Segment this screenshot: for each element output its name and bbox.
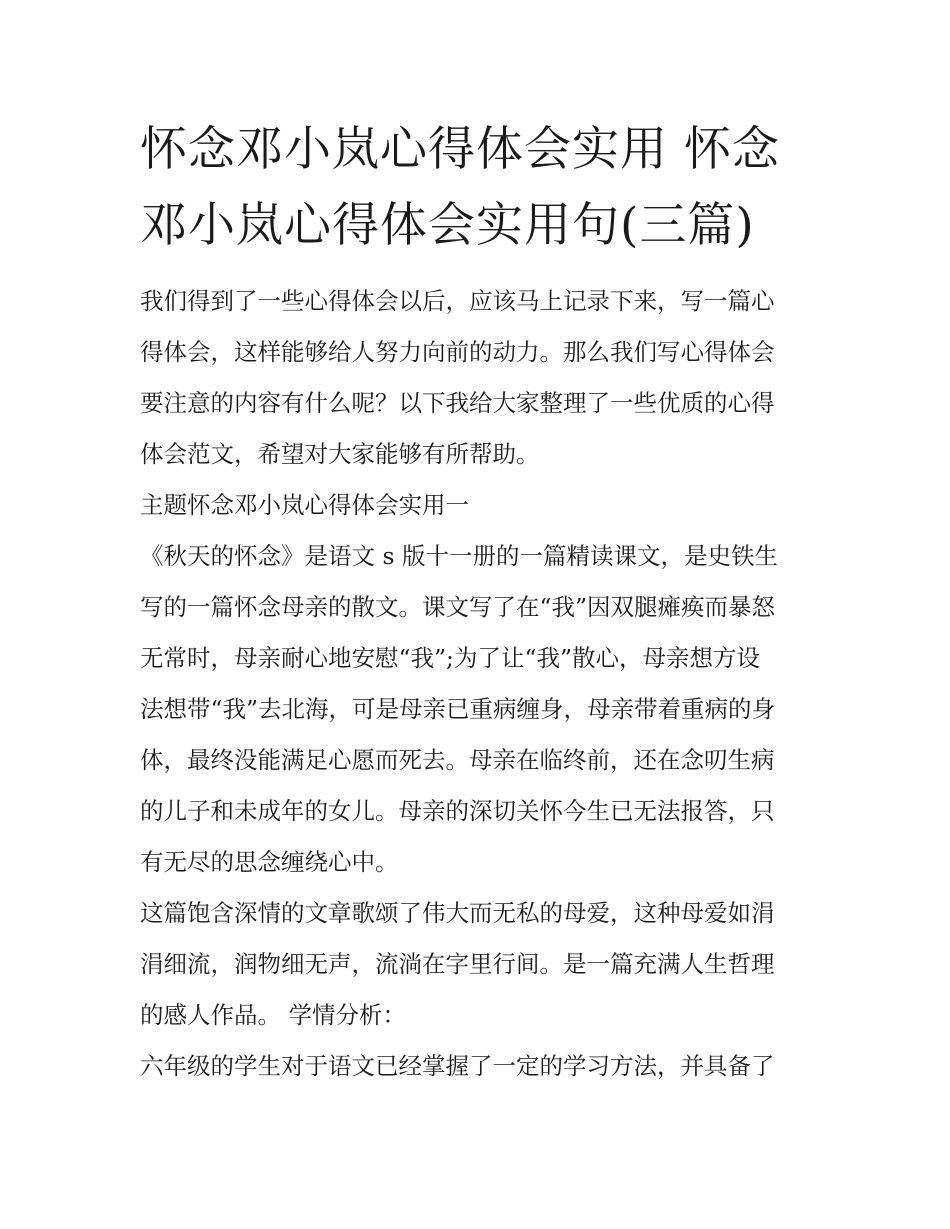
body-paragraph-2: [140, 888, 820, 1041]
text-line: 写的一篇怀念母亲的散文。课文写了在“我”因双腿瘫痪而暴怒: [140, 593, 776, 621]
document-title: [140, 112, 820, 264]
intro-paragraph: [140, 276, 820, 480]
text-line: 无常时，母亲耐心地安慰“我”;为了让“我”散心，母亲想方设: [140, 644, 760, 672]
text-line: 有无尽的思念缠绕心中。: [140, 848, 399, 876]
body-paragraph-1: [140, 531, 820, 888]
title-line: 邓小岚心得体会实用句(三篇): [140, 198, 755, 253]
body-paragraph-3: [140, 1041, 820, 1092]
text-line: 这篇饱含深情的文章歌颂了伟大而无私的母爱，这种母爱如涓: [140, 899, 775, 927]
text-line: 《秋天的怀念》是语文 s 版十一册的一篇精读课文，是史铁生: [140, 542, 778, 570]
text-line: 要注意的内容有什么呢？以下我给大家整理了一些优质的心得: [140, 389, 775, 417]
document-body: [140, 276, 820, 1092]
text-line: 我们得到了一些心得体会以后，应该马上记录下来，写一篇心: [140, 287, 775, 315]
text-line: 体会范文，希望对大家能够有所帮助。: [140, 440, 540, 468]
text-line: 的儿子和未成年的女儿。母亲的深切关怀今生已无法报答，只: [140, 797, 775, 825]
text-line: 的感人作品。 学情分析：: [140, 1001, 406, 1029]
title-line: 怀念邓小岚心得体会实用 怀念: [140, 122, 780, 177]
section-heading: 主题怀念邓小岚心得体会实用一: [140, 491, 469, 519]
text-line: 法想带“我”去北海，可是母亲已重病缠身，母亲带着重病的身: [140, 695, 776, 723]
text-line: 得体会，这样能够给人努力向前的动力。那么我们写心得体会: [140, 338, 775, 366]
text-line: 六年级的学生对于语文已经掌握了一定的学习方法，并具备了: [140, 1052, 775, 1080]
text-line: 体，最终没能满足心愿而死去。母亲在临终前，还在念叨生病: [140, 746, 775, 774]
text-line: 涓细流，润物细无声，流淌在字里行间。是一篇充满人生哲理: [140, 950, 775, 978]
